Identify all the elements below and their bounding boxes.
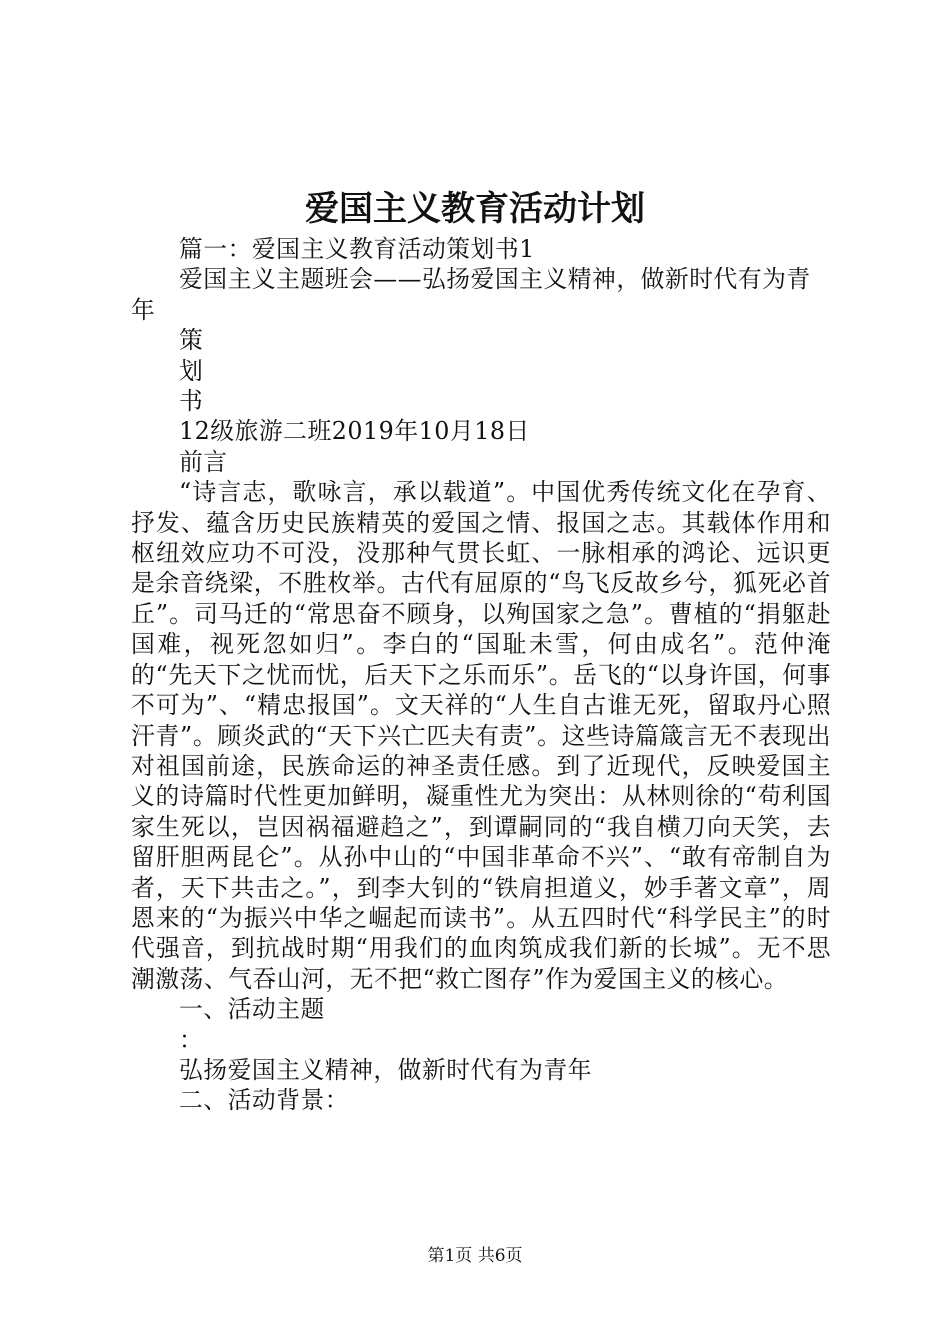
document-body xyxy=(131,234,831,1116)
paragraph-preface-heading: 前言 xyxy=(179,447,228,476)
paragraph-chapter-heading: 篇一：爱国主义教育活动策划书1 xyxy=(179,235,535,263)
paragraph-class-meeting-theme: 爱国主义主题班会——弘扬爱国主义精神，做新时代有为青年 xyxy=(131,265,811,324)
page-footer: 第1页 共6页 xyxy=(427,1246,523,1266)
paragraph-section-one-heading: 一、活动主题 xyxy=(179,995,325,1024)
paragraph-preface-body: “诗言志，歌咏言，承以载道”。中国优秀传统文化在孕育、抒发、蕴含历史民族精英的爱国之情、报国之志。其载体作用和枢纽效应功不可没，没那种气贯长虹、一脉相承的鸿论、远识更是余音绕梁，不胜枚举。古代有屈原的“鸟飞反故乡兮，狐死必首丘”。司马迁的“常思奋不顾身，以殉国家之急”。曹植的“捐躯赴国难，视死忽如归”。李白的“国耻未雪，何由成名”。范仲淹的“先天下之忧而忧，后天下之乐而乐”。岳飞的“以身许国，何事不可为”、“精忠报国”。文天祥的“人生自古谁无死，留取丹心照汗青”。顾炎武的“天下兴亡匹夫有责”。这些诗篇箴言无不表现出对祖国前途，民族命运的神圣责任感。到了近现代，反映爱国主义的诗篇时代性更加鲜明，凝重性尤为突出：从林则徐的“苟利国家生死以，岂因祸福避趋之”，到谭嗣同的“我自横刀向天笑，去留肝胆两昆仑”。从孙中山的“中国非革命不兴”、“敢有帝制自为者，天下共击之。”，到李大钊的“铁肩担道义，妙手著文章”，周恩来的“为振兴中华之崛起而读书”。从五四时代“科学民主”的时代强音，到抗战时期“用我们的血肉筑成我们新的长城”。无不思潮激荡、气吞山河，无不把“救亡图存”作为爱国主义的核心。 xyxy=(131,478,831,993)
paragraph-ce: 策 xyxy=(179,326,204,355)
paragraph-colon: ： xyxy=(179,1025,204,1054)
paragraph-activity-theme: 弘扬爱国主义精神，做新时代有为青年 xyxy=(179,1055,593,1084)
paragraph-section-two-heading: 二、活动背景： xyxy=(179,1086,350,1115)
paragraph-shu: 书 xyxy=(179,387,204,416)
paragraph-hua: 划 xyxy=(179,356,204,385)
paragraph-class-and-date: 12级旅游二班2019年10月18日 xyxy=(179,417,530,446)
document-title: 爱国主义教育活动计划 xyxy=(305,189,645,229)
